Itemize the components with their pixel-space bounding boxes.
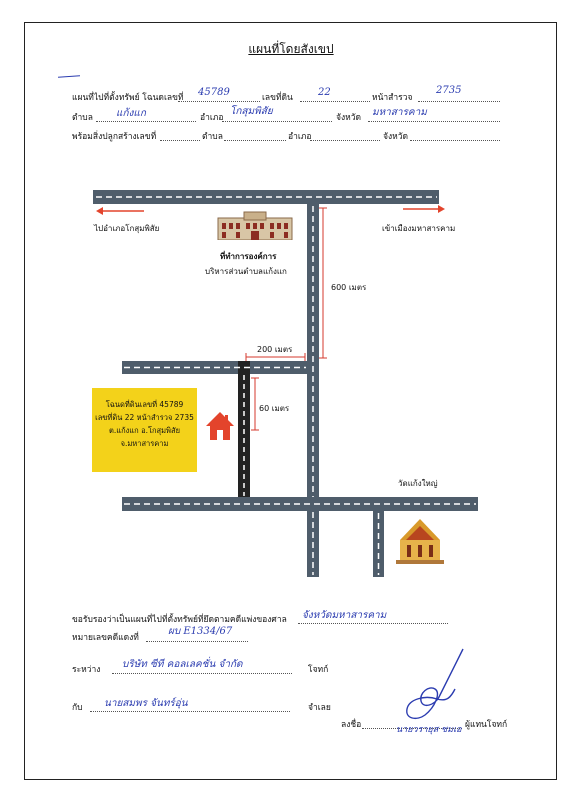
plaintiff-role: โจทก์ — [308, 665, 329, 675]
with-label: กับ — [72, 703, 83, 713]
office-label-line2: บริหารส่วนตำบลแก้งแก — [205, 267, 287, 276]
prov2-label: จังหวัด — [383, 132, 409, 142]
info-line-land: เลขที่ดิน 22 หน้าสำรวจ 2735 — [95, 413, 194, 422]
sub2-label: ตำบล — [202, 132, 223, 142]
deed-number: 45789 — [198, 87, 230, 98]
plaintiff-name: บริษัท ซีที คอลเลคชั่น จำกัด — [122, 659, 243, 670]
survey-label: หน้าสำรวจ — [372, 93, 413, 103]
distance-600m: 600 เมตร — [331, 283, 367, 292]
sign-role: ผู้แทนโจทก์ — [465, 720, 508, 730]
temple-icon — [394, 518, 446, 564]
land-number: 22 — [318, 87, 331, 98]
deed-label: แผนที่ไปที่ตั้งทรัพย์ โฉนดเลขที่ — [72, 93, 184, 103]
survey-number: 2735 — [436, 85, 462, 96]
arrow-right-icon — [403, 204, 445, 214]
dist2-label: อำเภอ — [288, 132, 312, 142]
office-building-icon — [216, 210, 294, 240]
certify-label: ขอรับรองว่าเป็นแผนที่ไปที่ตั้งทรัพย์ที่ยึดตามคดีแพ่งของศาล — [72, 615, 287, 625]
arrow-left-icon — [96, 206, 146, 216]
case-number: ผบ E1334/67 — [168, 626, 233, 637]
temple-label: วัดแก้งใหญ่ — [398, 479, 438, 488]
district-value: โกสุมพิสัย — [230, 106, 273, 117]
province-value: มหาสารคาม — [372, 107, 427, 118]
office-label-line1: ที่ทำการองค์การ — [220, 252, 277, 261]
left-direction-label: ไปอำเภอโกสุมพิสัย — [94, 224, 160, 233]
page-title: แผนที่โดยสังเขป — [248, 42, 334, 56]
right-direction-label: เข้าเมืองมหาสารคาม — [382, 224, 456, 233]
info-line-province: จ.มหาสารคาม — [120, 439, 169, 448]
plot-info-box — [92, 388, 197, 472]
court-value: จังหวัดมหาสารคาม — [302, 610, 387, 621]
house-icon — [205, 411, 235, 441]
sign-label: ลงชื่อ — [341, 720, 362, 730]
signature — [395, 645, 475, 725]
subdistrict-label: ตำบล — [72, 113, 93, 123]
info-line-deed: โฉนดที่ดินเลขที่ 45789 — [105, 400, 184, 409]
land-no-label: เลขที่ดิน — [262, 93, 293, 103]
between-label: ระหว่าง — [72, 665, 101, 675]
building-label: พร้อมสิ่งปลูกสร้างเลขที่ — [72, 132, 157, 142]
defendant-role: จำเลย — [308, 703, 331, 713]
distance-200m: 200 เมตร — [257, 345, 293, 354]
province-label: จังหวัด — [336, 113, 362, 123]
info-line-location: ต.แก้งแก อ.โกสุมพิสัย — [109, 426, 180, 435]
signer-name: นายวรายุส ชมเอ — [396, 725, 462, 735]
distance-60m: 60 เมตร — [259, 404, 290, 413]
subdistrict-value: แก้งแก — [116, 108, 146, 119]
district-label: อำเภอ — [200, 113, 224, 123]
defendant-name: นายสมพร จันทร์อุ่น — [104, 698, 188, 709]
case-label: หมายเลขคดีแดงที่ — [72, 633, 139, 643]
